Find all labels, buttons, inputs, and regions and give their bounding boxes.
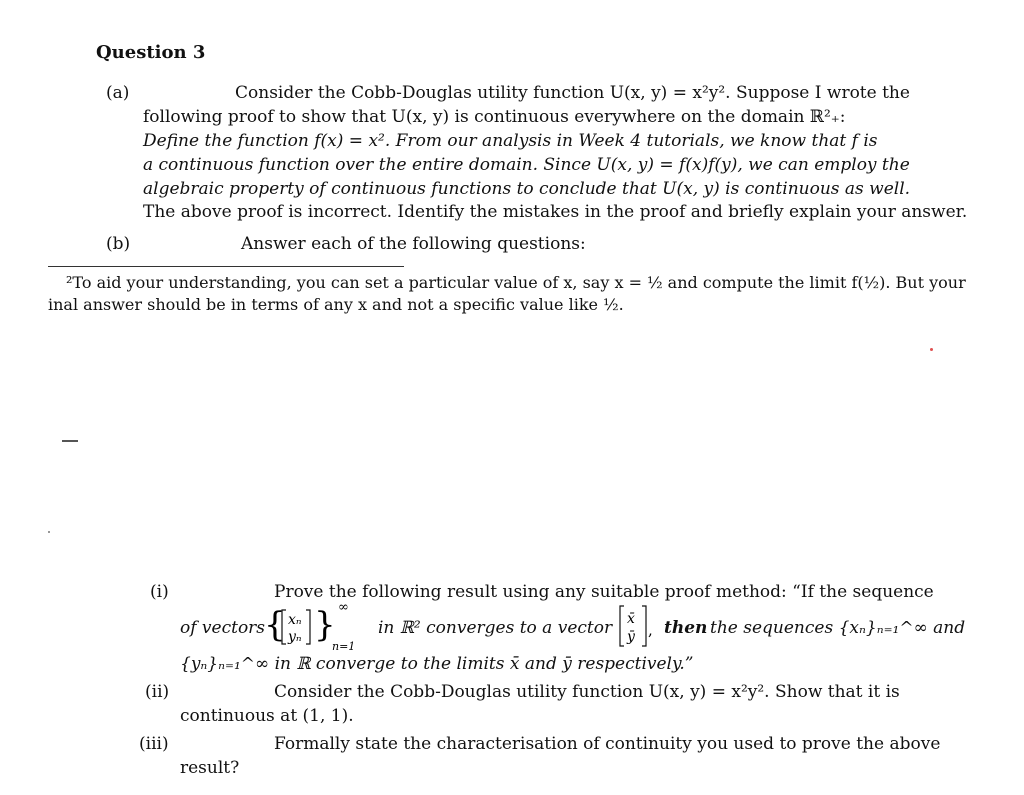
svg-text:}: } (314, 605, 336, 645)
vector-sequence-glyph (262, 600, 372, 652)
svg-text:,: , (648, 621, 653, 639)
sub-iii-line1: Formally state the characterisation of continuity you used to prove the above (274, 734, 941, 754)
scan-dot (930, 348, 933, 351)
proof-line1: Define the function f(x) = x². From our analysis in Week 4 tutorials, we know that f is (143, 131, 878, 151)
question-title: Question 3 (96, 42, 206, 63)
footnote-rule (48, 266, 404, 267)
sub-ii-line1: Consider the Cobb-Douglas utility function U(x, y) = x²y². Show that it is (274, 682, 900, 702)
limit-vector-glyph (614, 603, 654, 649)
sub-i-sequences: the sequences {xₙ}ₙ₌₁^∞ and (710, 618, 966, 638)
svg-text:xₙ: xₙ (288, 612, 302, 628)
scan-dot-small (48, 531, 50, 533)
svg-text:ȳ: ȳ (627, 629, 635, 645)
proof-line2: a continuous function over the entire domain. Since U(x, y) = f(x)f(y), we can employ the (143, 155, 910, 175)
svg-text:yₙ: yₙ (288, 629, 302, 645)
proof-line3: algebraic property of continuous functions to conclude that U(x, y) is continuous as well. (143, 179, 911, 199)
part-b-intro: Answer each of the following questions: (241, 234, 586, 254)
sub-iii-label: (iii) (139, 734, 169, 754)
part-a-line2: following proof to show that U(x, y) is continuous everywhere on the domain ℝ²₊: (143, 107, 846, 127)
footnote-line1: ²To aid your understanding, you can set a particular value of x, say x = ½ and compute the limit f(½). But your (66, 273, 966, 292)
scan-mark (62, 440, 78, 442)
footnote-line2: inal answer should be in terms of any x and not a specific value like ½. (48, 295, 624, 314)
sub-iii-line2: result? (180, 758, 240, 778)
svg-text:{: { (264, 605, 286, 645)
part-a-line1: Consider the Cobb-Douglas utility function U(x, y) = x²y². Suppose I wrote the (235, 83, 910, 103)
part-b-label: (b) (106, 234, 131, 254)
sub-ii-line2: continuous at (1, 1). (180, 706, 354, 726)
sub-i-then: then (664, 618, 708, 638)
sub-i-of-vectors: of vectors (180, 618, 266, 638)
sub-i-in-r2: in ℝ² converges to a vector (378, 618, 613, 638)
svg-text:x̄: x̄ (627, 611, 635, 627)
part-a-final-line: The above proof is incorrect. Identify the mistakes in the proof and briefly explain your answer. (143, 202, 968, 222)
sub-ii-label: (ii) (145, 682, 170, 702)
part-a-label: (a) (106, 83, 130, 103)
svg-text:∞: ∞ (338, 600, 349, 615)
sub-i-label: (i) (150, 582, 169, 602)
sub-i-line3: {yₙ}ₙ₌₁^∞ in ℝ converge to the limits x̄ and ȳ respectively.” (180, 654, 694, 674)
sub-i-line1: Prove the following result using any suitable proof method: “If the sequence (274, 582, 934, 602)
svg-text:n=1: n=1 (332, 640, 356, 652)
